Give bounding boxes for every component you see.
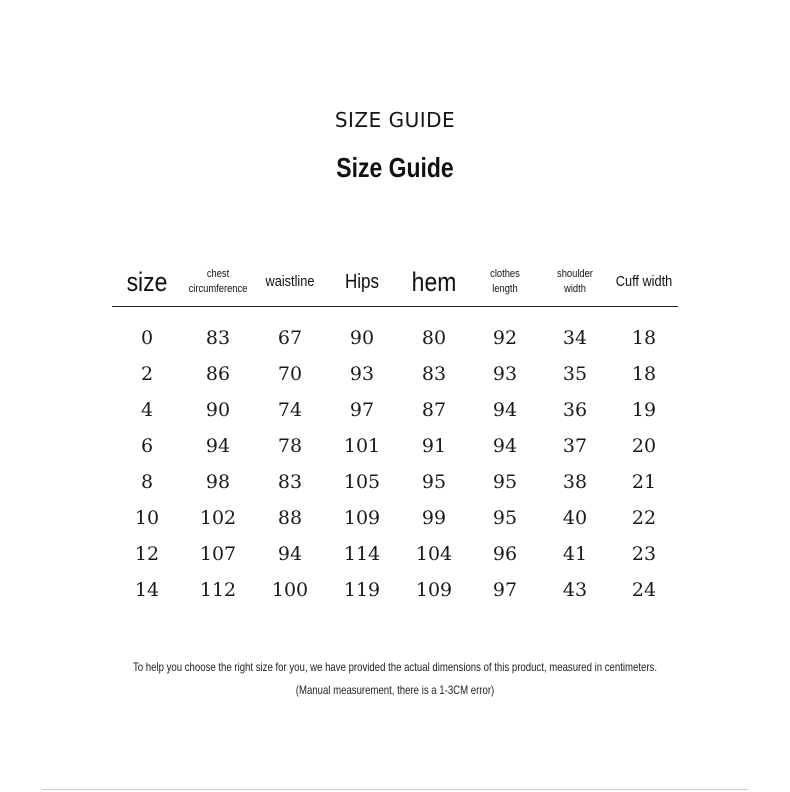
cell-chest: 112 xyxy=(199,579,237,601)
header-clothes-line2: length xyxy=(492,283,518,295)
cell-shoulder-width: 41 xyxy=(562,543,588,565)
table-row xyxy=(112,356,678,392)
cell-clothes-length: 94 xyxy=(492,399,518,421)
measurement-note: To help you choose the right size for you, we have provided the actual dimensions of this product, measured in centimeters. xyxy=(132,660,658,674)
header-shoulder-line1: shoulder xyxy=(557,268,593,281)
cell-chest: 102 xyxy=(199,507,237,529)
cell-chest: 94 xyxy=(205,435,231,457)
cell-cuff-width: 23 xyxy=(631,543,657,565)
cell-size: 10 xyxy=(134,507,160,529)
cell-size: 6 xyxy=(140,435,154,457)
cell-clothes-length: 96 xyxy=(492,543,518,565)
cell-cuff-width: 20 xyxy=(631,435,657,457)
header-cuff-width: Cuff width xyxy=(615,272,673,290)
header-divider xyxy=(112,306,678,307)
cell-chest: 83 xyxy=(205,327,231,349)
cell-cuff-width: 24 xyxy=(631,579,657,601)
cell-hem: 91 xyxy=(421,435,447,457)
cell-hem: 80 xyxy=(421,327,447,349)
table-row xyxy=(112,536,678,572)
header-shoulder-line2: width xyxy=(564,283,586,295)
cell-shoulder-width: 36 xyxy=(562,399,588,421)
cell-chest: 107 xyxy=(199,543,237,565)
cell-cuff-width: 19 xyxy=(631,399,657,421)
cell-chest: 86 xyxy=(205,363,231,385)
table-row xyxy=(112,572,678,608)
cell-hem: 95 xyxy=(421,471,447,493)
page-title: Size Guide xyxy=(336,152,454,183)
cell-clothes-length: 95 xyxy=(492,507,518,529)
cell-waistline: 78 xyxy=(277,435,303,457)
cell-shoulder-width: 38 xyxy=(562,471,588,493)
cell-hips: 105 xyxy=(343,471,381,493)
cell-hips: 101 xyxy=(343,435,381,457)
cell-waistline: 94 xyxy=(277,543,303,565)
cell-hips: 109 xyxy=(343,507,381,529)
cell-hem: 87 xyxy=(421,399,447,421)
cell-waistline: 88 xyxy=(277,507,303,529)
header-chest-line2: circumference xyxy=(188,283,248,295)
heading-english: SIZE GUIDE xyxy=(334,108,456,132)
cell-size: 14 xyxy=(134,579,160,601)
cell-clothes-length: 92 xyxy=(492,327,518,349)
cell-hem: 104 xyxy=(415,543,453,565)
table-row xyxy=(112,500,678,536)
table-row xyxy=(112,464,678,500)
cell-waistline: 74 xyxy=(277,399,303,421)
cell-clothes-length: 97 xyxy=(492,579,518,601)
table-row xyxy=(112,428,678,464)
header-hem: hem xyxy=(411,266,457,297)
cell-size: 4 xyxy=(140,399,154,421)
cell-waistline: 100 xyxy=(271,579,309,601)
cell-cuff-width: 18 xyxy=(631,327,657,349)
error-note: (Manual measurement, there is a 1-3CM error) xyxy=(295,683,495,697)
cell-waistline: 83 xyxy=(277,471,303,493)
cell-waistline: 70 xyxy=(277,363,303,385)
cell-shoulder-width: 43 xyxy=(562,579,588,601)
cell-cuff-width: 22 xyxy=(631,507,657,529)
cell-shoulder-width: 35 xyxy=(562,363,588,385)
cell-waistline: 67 xyxy=(277,327,303,349)
table-header xyxy=(112,258,678,306)
header-clothes-length xyxy=(475,258,535,306)
cell-hem: 83 xyxy=(421,363,447,385)
cell-hem: 109 xyxy=(415,579,453,601)
table-row xyxy=(112,320,678,356)
header-size: size xyxy=(126,266,168,297)
cell-chest: 98 xyxy=(205,471,231,493)
size-table-body xyxy=(112,320,678,608)
table-row xyxy=(112,392,678,428)
cell-hem: 99 xyxy=(421,507,447,529)
cell-cuff-width: 21 xyxy=(631,471,657,493)
header-clothes-line1: clothes xyxy=(490,268,520,281)
cell-hips: 114 xyxy=(343,543,381,565)
cell-hips: 119 xyxy=(343,579,381,601)
cell-hips: 90 xyxy=(349,327,375,349)
header-hips: Hips xyxy=(344,270,379,293)
header-chest-line1: chest xyxy=(206,268,230,281)
cell-shoulder-width: 34 xyxy=(562,327,588,349)
cell-shoulder-width: 37 xyxy=(562,435,588,457)
cell-clothes-length: 94 xyxy=(492,435,518,457)
cell-hips: 93 xyxy=(349,363,375,385)
cell-clothes-length: 95 xyxy=(492,471,518,493)
header-waistline: waistline xyxy=(265,272,315,290)
cell-size: 8 xyxy=(140,471,154,493)
cell-cuff-width: 18 xyxy=(631,363,657,385)
cell-size: 12 xyxy=(134,543,160,565)
cell-chest: 90 xyxy=(205,399,231,421)
cell-size: 2 xyxy=(140,363,154,385)
cell-size: 0 xyxy=(140,327,154,349)
cell-clothes-length: 93 xyxy=(492,363,518,385)
header-chest-circumference xyxy=(187,258,248,306)
header-shoulder-width xyxy=(545,258,605,306)
cell-shoulder-width: 40 xyxy=(562,507,588,529)
cell-hips: 97 xyxy=(349,399,375,421)
bottom-divider xyxy=(42,789,748,790)
